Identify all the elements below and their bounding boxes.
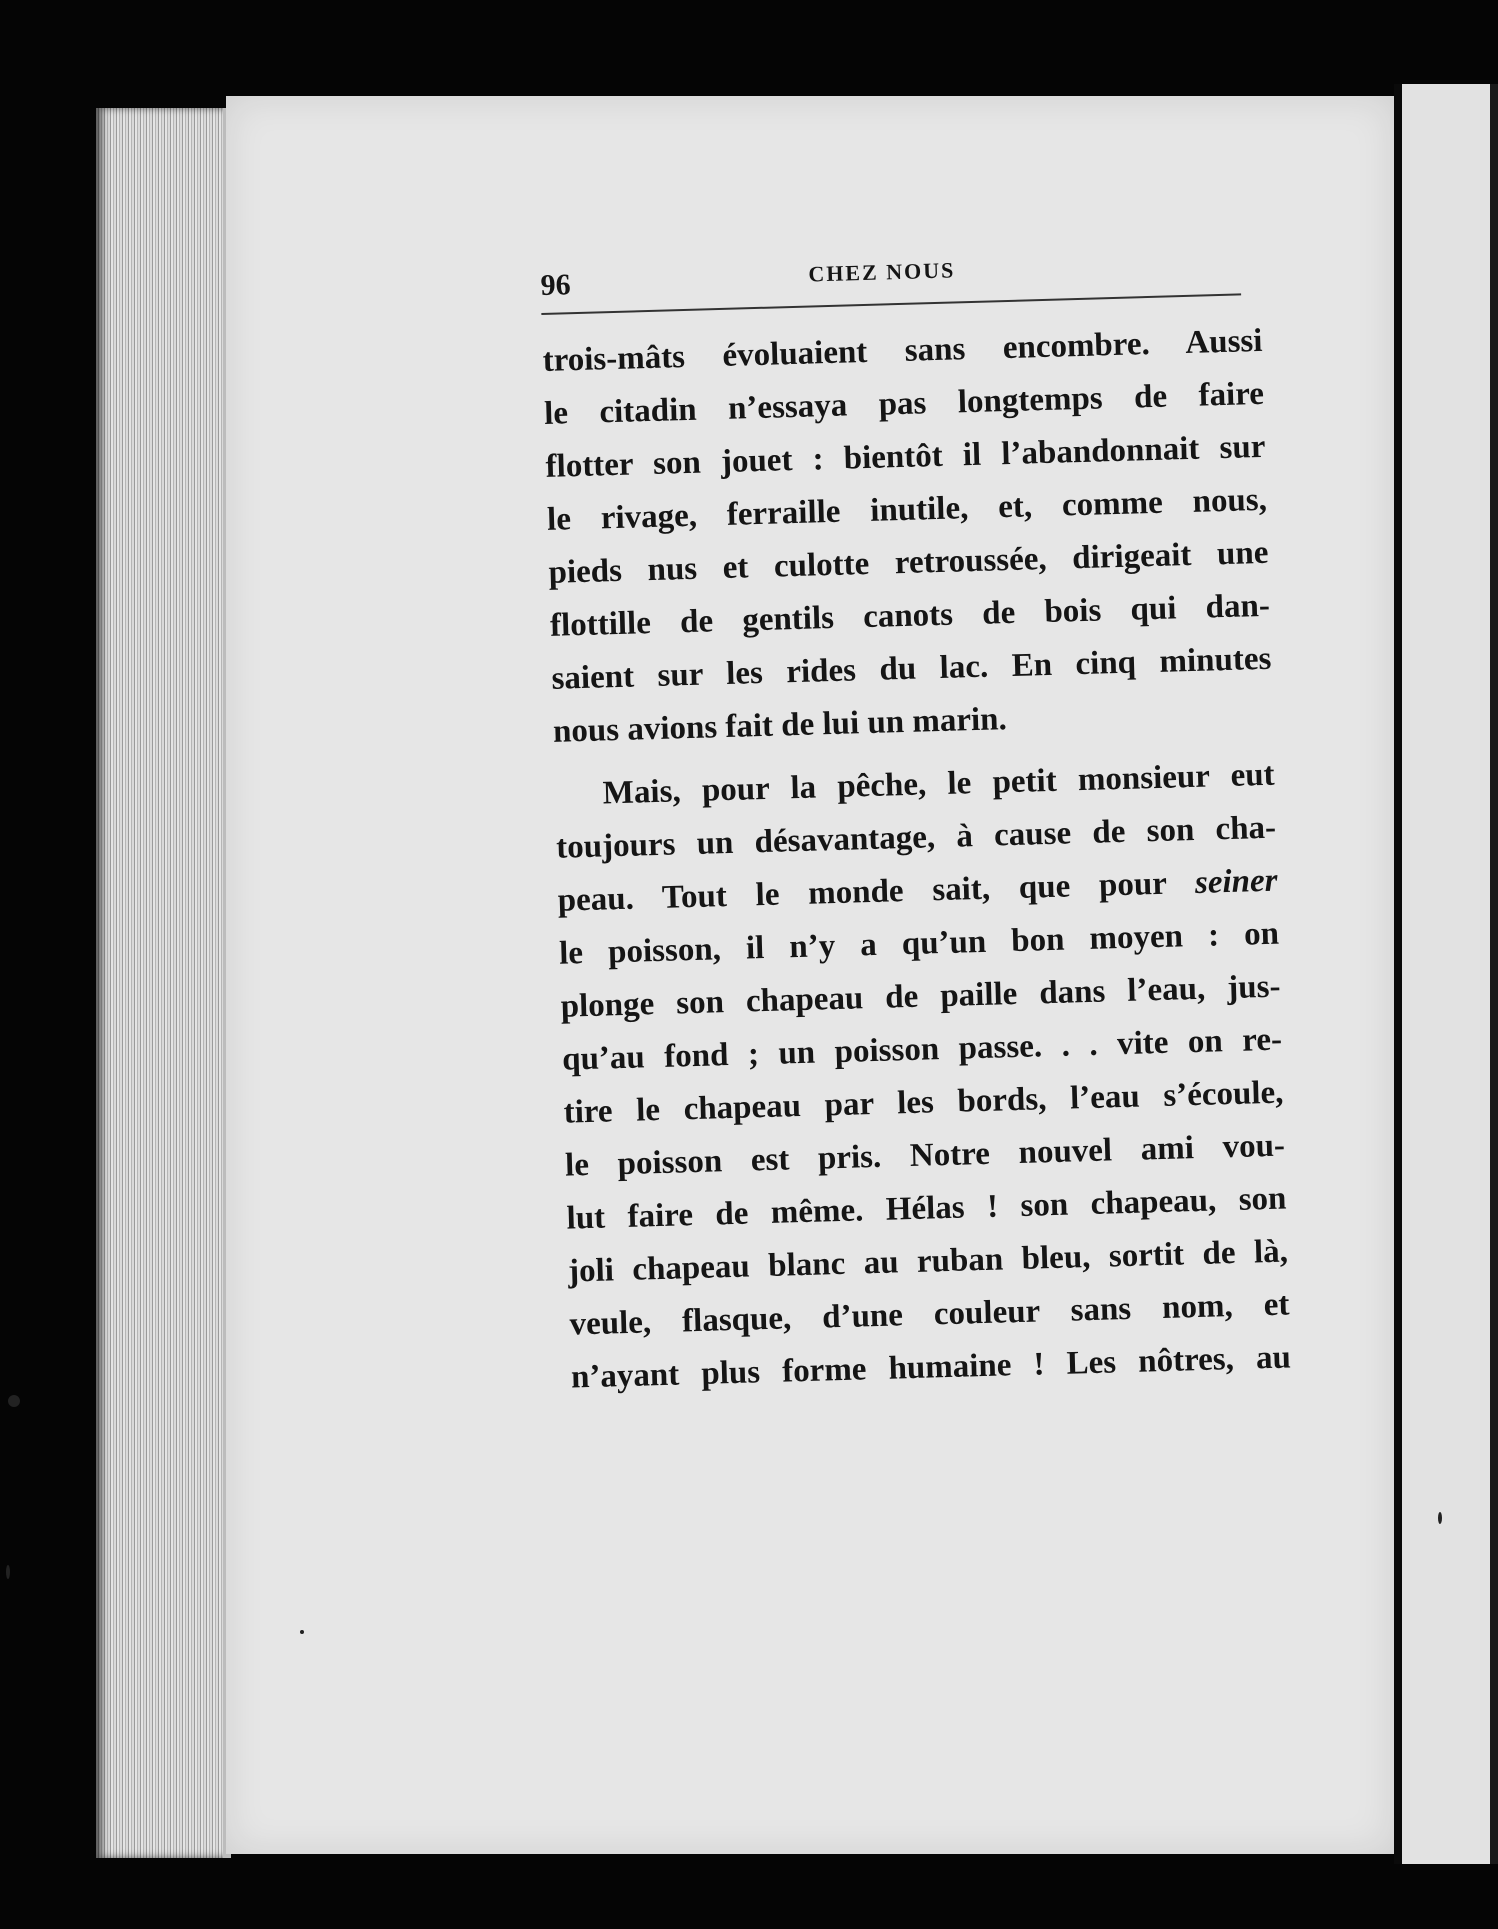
italic-word: seiner — [1194, 862, 1278, 901]
text-line: le citadin n’essaya pas longtemps de faire — [543, 375, 1265, 432]
text-line: trois-mâts évoluaient sans encombre. Aussi — [542, 322, 1263, 379]
text-line: le poisson, il n’y a qu’un bon moyen : on — [558, 915, 1280, 972]
text-line: plonge son chapeau de paille dans l’eau, jus- — [560, 968, 1281, 1025]
text-line: Mais, pour la pêche, le petit monsieur eut — [602, 756, 1276, 812]
page-edges — [96, 108, 231, 1858]
text-line: flotter son jouet : bientôt il l’abandonnait sur — [545, 428, 1266, 485]
text-line: le rivage, ferraille inutile, et, comme nous, — [546, 481, 1268, 538]
text-line: joli chapeau blanc au ruban bleu, sortit de là, — [567, 1233, 1289, 1290]
text-line: veule, flasque, d’une couleur sans nom, et — [569, 1286, 1290, 1343]
text-line: pieds nus et culotte retroussée, dirigeait une — [548, 534, 1269, 591]
paragraph-2 — [554, 749, 1291, 1405]
running-title: CHEZ NOUS — [808, 257, 956, 287]
text-fragment: peau. Tout le monde sait, que pour — [557, 864, 1196, 919]
text-line: saient sur les rides du lac. En cinq minutes — [551, 640, 1272, 697]
text-line: tire le chapeau par les bords, l’eau s’écoule, — [563, 1074, 1284, 1131]
page-content — [540, 244, 1332, 1415]
paragraph-1 — [542, 315, 1274, 759]
scan-speck — [8, 1395, 20, 1407]
scan-speck — [6, 1565, 10, 1579]
body-text — [542, 315, 1292, 1405]
page-number: 96 — [540, 268, 572, 302]
facing-page-edge — [1394, 84, 1498, 1864]
text-line: flottille de gentils canots de bois qui dan- — [549, 587, 1271, 644]
text-line: le poisson est pris. Notre nouvel ami vou- — [564, 1127, 1286, 1184]
text-line: nous avions fait de lui un marin. — [552, 701, 1008, 750]
text-line: n’ayant plus forme humaine ! Les nôtres, au — [570, 1339, 1292, 1396]
scan-speck — [300, 1630, 304, 1634]
text-line: toujours un désavantage, à cause de son cha- — [555, 809, 1277, 866]
text-line: qu’au fond ; un poisson passe. . . vite on re- — [561, 1021, 1283, 1078]
text-line: lut faire de même. Hélas ! son chapeau, son — [566, 1180, 1287, 1237]
scan-speck — [1438, 1512, 1442, 1524]
